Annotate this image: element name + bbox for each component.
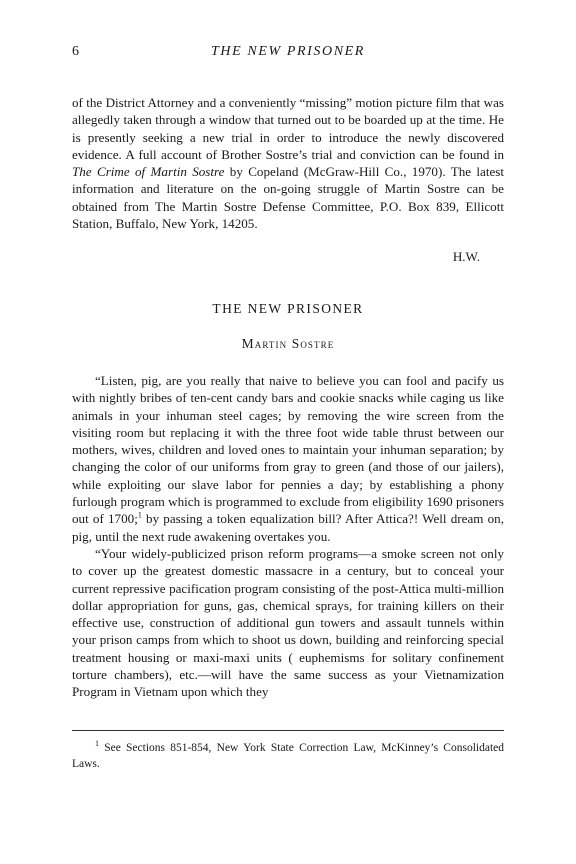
footnote [72,741,504,772]
article-author: Martin Sostre [241,336,335,351]
page-number: 6 [72,44,79,59]
book-title: The Crime of Martin Sostre [72,164,225,180]
running-head: THE NEW PRISONER [211,44,365,59]
footnote-divider [72,730,504,731]
paragraph-1-text-b: by passing a token equalization bill? After Attica?! Well dream on, pig, until the next rude awakening overtakes you. [72,511,504,544]
signoff-initials: H.W. [452,249,480,264]
intro-text-end: by Copeland (McGraw-Hill Co., 1970). The latest information and literature on the on-going struggle of Martin Sostre can be obtained from The Martin Sostre Defense Committee, P.O. Box 839, Ellicott Station, Buffalo, New York, 14205. [72,164,505,232]
footnote-marker: 1 [95,739,99,749]
article-paragraph-2: “Your widely-publicized prison reform programs—a smoke screen not only to cover up the greatest domestic massacre in a century, but to conceal your current repressive pacification program consisting of the post-Attica multi-million dollar appropriation for guns, gas, chemical sprays, for training killers on their effective use, construction of additional gun towers and assault tunnels within your prison camps from which to shoot us down, building and reinforcing special treatment housing or maxi-maxi units ( euphemisms for solitary confinement torture chambers), etc.—will have the same success as your Vietnamization Program in Vietnam upon which they [72,545,504,700]
article-paragraph-1 [72,372,504,545]
article-title: THE NEW PRISONER [212,301,364,316]
footnote-text: See Sections 851-854, New York State Correction Law, McKinney’s Consolidated Laws. [72,742,504,770]
footnote-reference: 1 [137,511,142,521]
article-body [72,372,504,701]
intro-text-start: of the District Attorney and a conveniently “missing” motion picture film that was allegedly taken through a window that turned out to be boarded up at the time. He is presently seeking a new trial in order to introduce the newly discovered evidence. A full account of Brother Sostre’s trial and conviction can be found in [72,95,504,162]
paragraph-1-text-a: “Listen, pig, are you really that naive to believe you can fool and pacify us with nightly bribes of ten-cent candy bars and cookie snacks while caging us like animals in your inhuman steel cages; by removing the wire screen from the visiting room but replacing it with the three foot wide table thrust between our mothers, wives, children and loved ones to maintain your inhuman separation; by changing the color of our uniforms from gray to green (and those of our jailers), while exploiting our slave labor for pennies a day; by establishing a phony furlough program which is programmed to exclude from eligibility 1690 prisoners out of 1700; [72,373,504,527]
intro-paragraph [72,94,504,232]
